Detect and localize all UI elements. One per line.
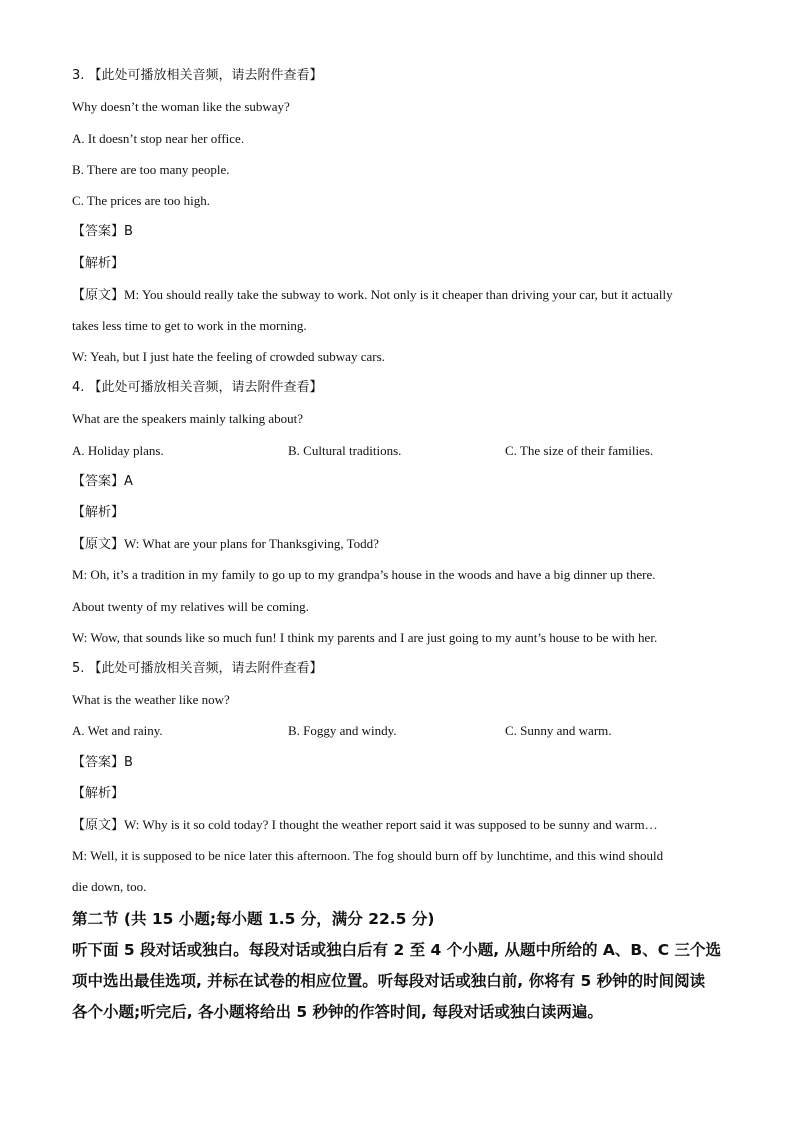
q4-header: 4. 【此处可播放相关音频，请去附件查看】 xyxy=(72,380,323,395)
q3-option-b: B. There are too many people. xyxy=(72,162,230,177)
q5-answer: 【答案】B xyxy=(72,755,133,770)
q4-answer: 【答案】A xyxy=(72,474,133,489)
q3-transcript-line-2: takes less time to get to work in the morning. xyxy=(72,318,307,333)
q5-transcript-line-1: 【原文】W: Why is it so cold today? I thought the weather report said it was supposed to be sunny and warm… xyxy=(72,817,658,832)
q3-question: Why doesn’t the woman like the subway? xyxy=(72,99,290,114)
q3-header: 3. 【此处可播放相关音频，请去附件查看】 xyxy=(72,68,323,83)
q4-option-c: C. The size of their families. xyxy=(505,443,654,458)
q3-transcript-line-1: 【原文】M: You should really take the subway to work. Not only is it cheaper than driving your car, but it actually xyxy=(72,287,673,302)
section2-instruction-line-1: 听下面 5 段对话或独白。每段对话或独白后有 2 至 4 个小题, 从题中所给的 A、B、C 三个选 xyxy=(72,941,721,959)
section2-title: 第二节 (共 15 小题;每小题 1.5 分，满分 22.5 分) xyxy=(72,910,435,928)
q3-answer: 【答案】B xyxy=(72,224,133,239)
section2-instruction-line-3: 各个小题;听完后, 各小题将给出 5 秒钟的作答时间, 每段对话或独白读两遍。 xyxy=(72,1003,603,1021)
q5-analysis-label: 【解析】 xyxy=(72,786,125,801)
q3-option-c: C. The prices are too high. xyxy=(72,193,211,208)
q5-option-b: B. Foggy and windy. xyxy=(288,723,397,738)
q4-transcript-line-2: M: Oh, it’s a tradition in my family to go up to my grandpa’s house in the woods and have a big dinner up there. xyxy=(72,567,656,582)
q3-transcript-line-3: W: Yeah, but I just hate the feeling of crowded subway cars. xyxy=(72,349,385,364)
q5-transcript-line-2: M: Well, it is supposed to be nice later this afternoon. The fog should burn off by lunchtime, and this wind should xyxy=(72,848,664,863)
q4-transcript-line-3: About twenty of my relatives will be coming. xyxy=(72,599,309,614)
q5-transcript-line-3: die down, too. xyxy=(72,879,147,894)
q4-transcript-line-4: W: Wow, that sounds like so much fun! I think my parents and I are just going to my aunt’s house to be with her. xyxy=(72,630,658,645)
q3-option-a: A. It doesn’t stop near her office. xyxy=(72,131,245,146)
section2-instruction-line-2: 项中选出最佳选项, 并标在试卷的相应位置。听每段对话或独白前, 你将有 5 秒钟的时间阅读 xyxy=(72,972,706,990)
q5-question: What is the weather like now? xyxy=(72,692,230,707)
q4-option-a: A. Holiday plans. xyxy=(72,443,164,458)
q5-header: 5. 【此处可播放相关音频，请去附件查看】 xyxy=(72,661,323,676)
q4-option-b: B. Cultural traditions. xyxy=(288,443,402,458)
q4-question: What are the speakers mainly talking about? xyxy=(72,411,304,426)
q5-option-a: A. Wet and rainy. xyxy=(72,723,163,738)
q4-transcript-line-1: 【原文】W: What are your plans for Thanksgiving, Todd? xyxy=(72,536,379,551)
q4-analysis-label: 【解析】 xyxy=(72,505,125,520)
q3-analysis-label: 【解析】 xyxy=(72,256,125,271)
q5-option-c: C. Sunny and warm. xyxy=(505,723,612,738)
